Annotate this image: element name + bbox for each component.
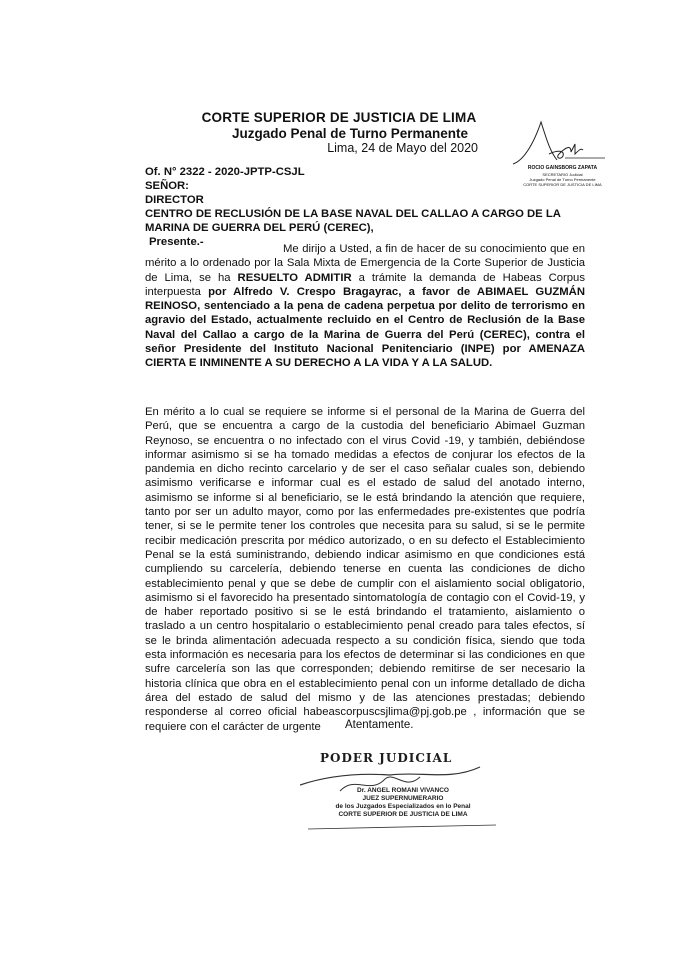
recipient-institution: CENTRO DE RECLUSIÓN DE LA BASE NAVAL DEL CALLAO A CARGO DE LA MARINA DE GUERRA DEL PERÚ (CEREC),	[145, 208, 561, 234]
court-title: CORTE SUPERIOR DE JUSTICIA DE LIMA	[201, 110, 477, 125]
recipient-title: DIRECTOR	[145, 194, 204, 206]
court-unit: Juzgado Penal de Turno Permanente	[231, 126, 469, 141]
closing: Atentamente.	[345, 719, 414, 731]
judge-name: Dr. ANGEL ROMANI VIVANCO	[357, 787, 449, 794]
p1-resuelto-admitir: RESUELTO ADMITIR	[237, 271, 352, 284]
p1-text-c: a trámite la demanda de Habeas Corpus interpuesta	[145, 271, 585, 298]
judge-role: JUEZ SUPERNUMERARIO	[362, 795, 444, 802]
salutation: SEÑOR:	[145, 180, 189, 192]
p1-bold-text: por Alfredo V. Crespo Bragayrac, a favor de ABIMAEL GUZMÁN REINOSO, sentenciado a la pena de cadena perpetua por delito de terrorismo en agravio del Estado, actualmente recluido en el Centro de Reclusión de la Base Naval del Callao a cargo de la Marina de Guerra del Perú (CEREC), contra el señor Presidente del Instituto Nacional Penitenciario (INPE) por AMENAZA CIERTA E INMINENTE A SU DERECHO A LA VIDA Y A LA SALUD.	[145, 285, 585, 370]
judge-unit: de los Juzgados Especializados en lo Penal	[335, 803, 471, 810]
secretary-signature-icon	[505, 120, 620, 168]
p1-text-a: Me dirijo a Usted, a fin de hacer de su conocimiento que en mérito a lo ordenado por la Sala Mixta de Emergencia de la Corte Superior de Justicia de Lima, se ha	[145, 243, 585, 284]
judge-signature-stamp	[300, 745, 500, 840]
paragraph-1	[145, 242, 585, 371]
judge-stamp-institution: PODER JUDICIAL	[320, 751, 453, 765]
secretary-role: SECRETARIO Judicial	[542, 172, 583, 177]
office-number: Of. N° 2322 - 2020-JPTP-CSJL	[145, 166, 305, 178]
secretary-name: ROCIO GAINSBORG ZAPATA	[527, 165, 598, 171]
presente: Presente.-	[149, 236, 204, 248]
paragraph-2: En mérito a lo cual se requiere se informe si el personal de la Marina de Guerra del Perú, que se encuentra a cargo de la custodia del beneficiario Abimael Guzman Reynoso, se encuentra o no infectado con el virus Covid -19, y también, debiéndose informar asimismo si se ha tomado medidas a efectos de conjurar los efectos de la pandemia en dicho recinto carcelario y de ser el caso señalar cuales son, debiendo asimismo verificarse e informar cual es el estado de salud del anotado interno, asimismo se informe si al beneficiario, se le está brindando la atención que requiere, tanto por ser un adulto mayor, como por las enfermedades pre-existentes que podría tener, si se le permite tener los controles que necesita para su salud, si se le permite recibir medicación prescrita por médico autorizado, o en su defecto el Establecimiento Penal se la está suministrando, debiendo indicar asimismo en que condiciones está cumpliendo su carcelería, debiendo tenerse en cuenta las condiciones de dicho establecimiento penal y que se debe de cumplir con el aislamiento social obligatorio, asimismo si el favorecido ha presentado sintomatología de contagio con el Covid-19, y de haber reportado positivo si se le está brindando el tratamiento, aislamiento o traslado a un centro hospitalario o establecimiento penal creado para tales efectos, sí se le brinda alimentación adecuada respecto a su condición física, siendo que toda esta información es necesaria para los efectos de determinar si las condiciones en que sufre carcelería son las que corresponden; debiendo remitirse de ser necesario la historia clínica que obra en el establecimiento penal con un informe detallado de dicha área del estado de salud del mismo y de las atenciones prestadas; debiendo responderse al correo oficial habeascorpuscsjlima@pj.gob.pe , información que se requiere con el carácter de urgente	[145, 406, 585, 733]
recipient-block	[145, 165, 585, 249]
place-date: Lima, 24 de Mayo del 2020	[327, 141, 478, 155]
judge-court: CORTE SUPERIOR DE JUSTICIA DE LIMA	[338, 811, 468, 818]
secretary-court: CORTE SUPERIOR DE JUSTICIA DE LIMA	[523, 182, 602, 187]
secretary-unit: Juzgado Penal de Turno Permanente	[529, 177, 596, 182]
